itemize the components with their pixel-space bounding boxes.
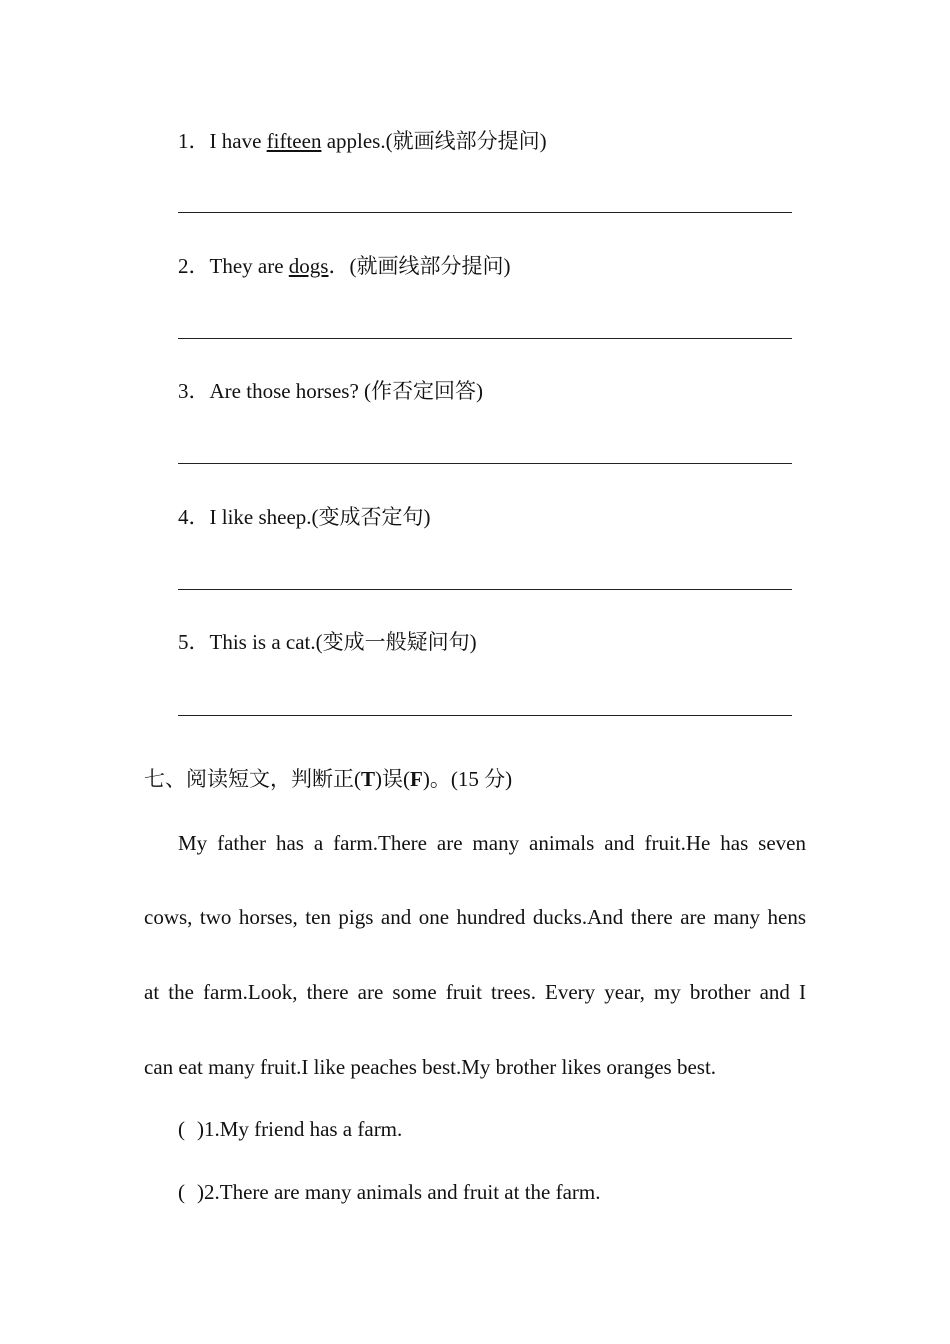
question-number: 4． bbox=[178, 505, 210, 529]
question-3 bbox=[178, 377, 483, 405]
question-number: 3． bbox=[178, 379, 210, 403]
question-5 bbox=[178, 628, 477, 656]
passage-line-4: can eat many fruit.I like peaches best.My brother likes oranges best. bbox=[144, 1055, 717, 1079]
question-text: They are bbox=[209, 254, 289, 278]
answer-paren-open: ( bbox=[178, 1180, 185, 1204]
underlined-word: fifteen bbox=[266, 129, 322, 153]
section-7-heading bbox=[144, 765, 512, 793]
question-instruction: (就画线部分提问) bbox=[349, 254, 511, 278]
answer-paren-close: ) bbox=[197, 1180, 204, 1204]
question-instruction: (变成否定句) bbox=[311, 505, 431, 529]
answer-line-4[interactable] bbox=[178, 589, 792, 590]
heading-mid: )误( bbox=[375, 767, 411, 791]
answer-line-1[interactable] bbox=[178, 212, 792, 213]
question-2 bbox=[178, 252, 510, 280]
tf-statement: 1.My friend has a farm. bbox=[204, 1117, 403, 1141]
question-number: 2． bbox=[178, 254, 210, 278]
answer-line-2[interactable] bbox=[178, 338, 792, 339]
tf-item-1 bbox=[178, 1115, 402, 1143]
heading-prefix: 七、阅读短文，判断正( bbox=[144, 767, 361, 791]
question-text-end: ． bbox=[328, 254, 350, 278]
question-text: Are those horses? bbox=[209, 379, 359, 403]
question-instruction: (就画线部分提问) bbox=[385, 129, 547, 153]
passage-line-3: at the farm.Look, there are some fruit trees. Every year, my brother and I bbox=[144, 980, 806, 1004]
answer-line-3[interactable] bbox=[178, 463, 792, 464]
heading-true-mark: T bbox=[361, 767, 376, 791]
question-text: I have bbox=[209, 129, 267, 153]
passage-line-1: My father has a farm.There are many animals and fruit.He has seven bbox=[178, 831, 806, 855]
question-text: This is a cat. bbox=[209, 630, 316, 654]
question-instruction: (变成一般疑问句) bbox=[315, 630, 477, 654]
heading-suffix: )。(15 分) bbox=[422, 767, 513, 791]
answer-line-5[interactable] bbox=[178, 715, 792, 716]
question-text: I like sheep. bbox=[209, 505, 312, 529]
tf-item-2 bbox=[178, 1178, 601, 1206]
underlined-word: dogs bbox=[288, 254, 329, 278]
question-4 bbox=[178, 503, 431, 531]
answer-paren-close: ) bbox=[197, 1117, 204, 1141]
question-instruction: (作否定回答) bbox=[364, 379, 484, 403]
question-number: 5． bbox=[178, 630, 210, 654]
passage-line-2: cows, two horses, ten pigs and one hundred ducks.And there are many hens bbox=[144, 905, 806, 929]
tf-statement: 2.There are many animals and fruit at the farm. bbox=[204, 1180, 601, 1204]
question-1 bbox=[178, 127, 547, 155]
answer-paren-open: ( bbox=[178, 1117, 185, 1141]
heading-false-mark: F bbox=[410, 767, 423, 791]
question-number: 1． bbox=[178, 129, 210, 153]
question-text-end: apples. bbox=[321, 129, 386, 153]
